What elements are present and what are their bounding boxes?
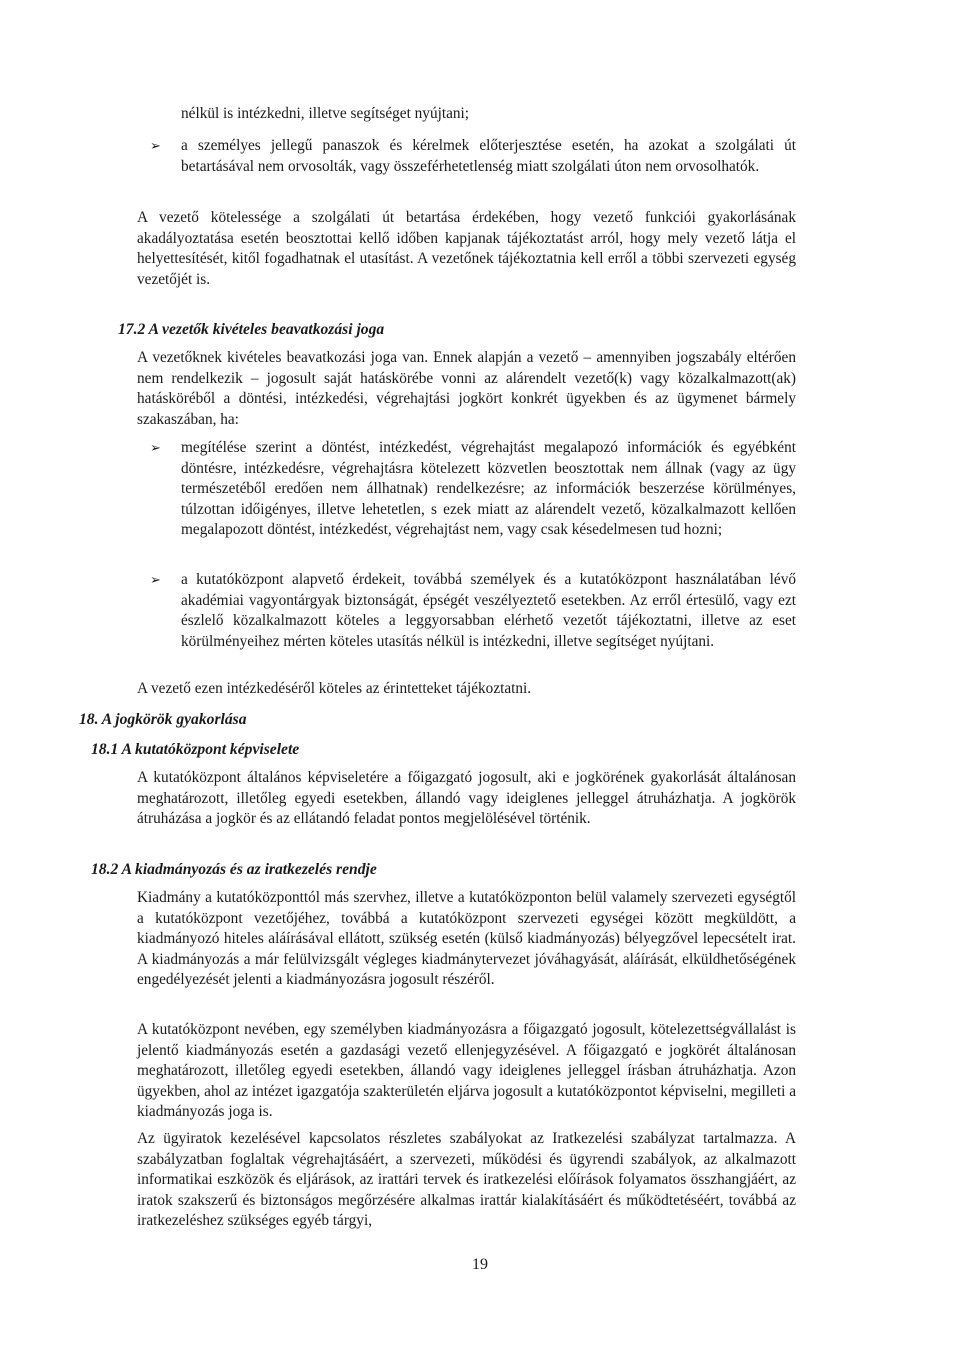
paragraph-18-2-iratkezeles: Az ügyiratok kezelésével kapcsolatos részletes szabályokat az Iratkezelési szabályzat tartalmazza. A szabályzatban foglaltak végrehajtásáért, a szervezeti, működési és ügyrendi szabályok, az alkalmazott informatikai eszközök és eljárások, az irattári tervek és iratkezelési előírások folyamatos összhangjáért, az iratok szakszerű és biztonságos megőrzésére alkalmas irattár kialakításáért és működtetéséért, továbbá az iratkezeléshez szükséges egyéb tárgyi, (137, 1130, 796, 1230)
paragraph-18-1: A kutatóközpont általános képviseletére a főigazgató jogosult, aki e jogkörének gyakorlását általánosan meghatározott, illetőleg egyedi esetekben, állandó vagy ideiglenes jelleggel átruházhatja. A jogkörök átruházása a jogkör és az ellátandó feladat pontos megjelölésével történik. (137, 769, 796, 828)
paragraph-17-2: A vezetőknek kivételes beavatkozási joga van. Ennek alapján a vezető – amennyiben jogszabály eltérően nem rendelkezik – jogosult saját hatáskörébe vonni az alárendelt vezető(k) vagy közalkalmazott(ak) hatásköréből a döntési, intézkedési, végrehajtási jogkört konkrét ügyekben és az ügymenet bármely szakaszában, ha: (137, 349, 796, 428)
bullet-item-1: a személyes jellegű panaszok és kérelmek előterjesztése esetén, ha azokat a szolgálati út betartásával nem orvosolták, vagy összeférhetetlenség miatt szolgálati úton nem orvosolhatók. (181, 137, 796, 175)
bullet-arrow-icon: ➢ (150, 440, 161, 455)
heading-18-2: 18.2 A kiadmányozás és az iratkezelés rendje (91, 861, 377, 878)
bullet-item-3: a kutatóközpont alapvető érdekeit, továbbá személyek és a kutatóközpont használatában lévő akadémiai vagyontárgyak biztonságát, épségét veszélyeztető esetekben. Az erről értesülő, vagy ezt észlelő közalkalmazott köteles a leggyorsabban elérhető vezetőt tájékoztatni, illetve az eset körülményeihez mérten köteles utasítás nélkül is intézkedni, illetve segítséget nyújtani. (181, 571, 796, 650)
heading-18-1: 18.1 A kutatóközpont képviselete (91, 741, 300, 758)
heading-17-2: 17.2 A vezetők kivételes beavatkozási joga (118, 321, 385, 338)
paragraph-18-2-kiadmanyozasra: A kutatóközpont nevében, egy személyben kiadmányozásra a főigazgató jogosult, kötelezettségvállalást is jelentő kiadmányozás esetén a gazdasági vezető ellenjegyzésével. A főigazgató e jogkörét általánosan meghatározott, illetőleg egyedi esetekben, állandó vagy ideiglenes jelleggel írásban átruházhatja. Azon ügyekben, ahol az intézet igazgatója szakterületén eljárva jogosult a kutatóközpontot képviselni, megilleti a kiadmányozás joga is. (137, 1021, 796, 1121)
paragraph-18-2-kiadmany: Kiadmány a kutatóközponttól más szervhez, illetve a kutatóközponton belül valamely szervezeti egységtől a kutatóközpont vezetőjéhez, továbbá a kutatóközpont szervezeti egységei között megküldött, a kiadmányozó hiteles aláírásával ellátott, szükség esetén (külső kiadmányozás) bélyegzővel lepecsételt irat. A kiadmányozás a már felülvizsgált végleges kiadmánytervezet jóváhagyását, aláírását, elküldhetőségének engedélyezését jelenti a kiadmányozásra jogosult részéről. (137, 889, 796, 989)
paragraph-vezeto-kotelessege: A vezető kötelessége a szolgálati út betartása érdekében, hogy vezető funkciói gyakorlásának akadályoztatása esetén beosztottai kellő időben kapjanak tájékoztatást arról, hogy mely vezető látja el helyettesítését, kitől fogadhatnak el utasítást. A vezetőnek tájékoztatnia kell erről a többi szervezeti egység vezetőjét is. (137, 209, 796, 288)
page-number: 19 (472, 1256, 488, 1273)
heading-18: 18. A jogkörök gyakorlása (79, 711, 247, 728)
bullet-item-2: megítélése szerint a döntést, intézkedést, végrehajtást megalapozó információk és egyébként döntésre, intézkedésre, végrehajtásra kötelezett közvetlen beosztottak nem állnak (vagy az ügy természetéből eredően nem állhatnak) rendelkezésre; az információk beszerzése körülményes, túlzottan időigényes, illetve lehetetlen, s ezek miatt az alárendelt vezető, közalkalmazott kellően megalapozott döntést, intézkedést, végrehajtást nem, vagy csak késedelmesen tud hozni; (181, 439, 796, 539)
paragraph-continuation: nélkül is intézkedni, illetve segítséget nyújtani; (181, 105, 470, 122)
bullet-arrow-icon: ➢ (150, 572, 161, 587)
bullet-arrow-icon: ➢ (150, 138, 161, 153)
paragraph-ezen-intezkedes: A vezető ezen intézkedéséről köteles az érintetteket tájékoztatni. (137, 680, 532, 697)
